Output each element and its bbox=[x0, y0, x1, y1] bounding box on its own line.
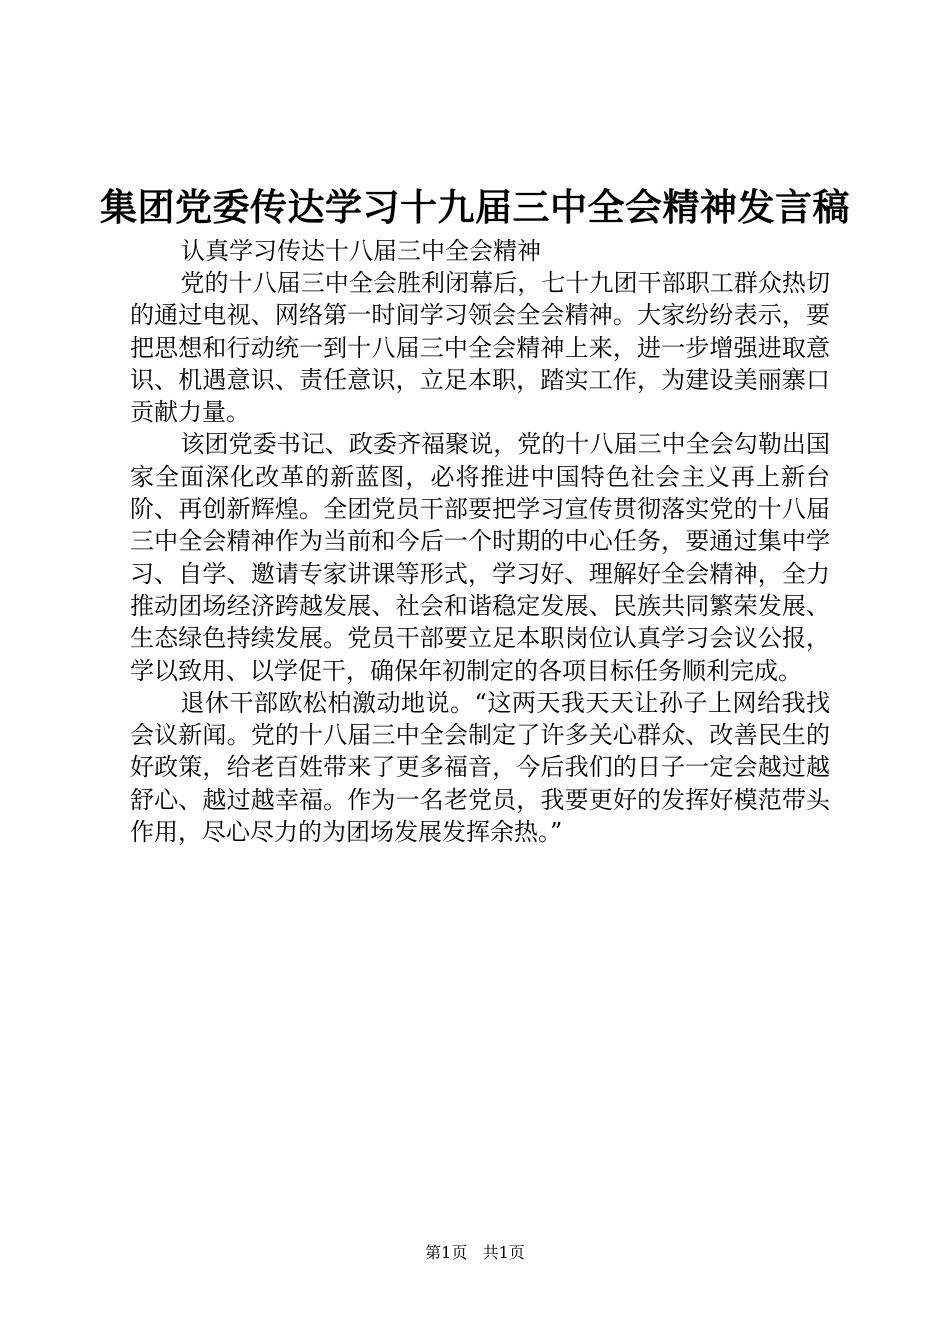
document-title: 集团党委传达学习十九届三中全会精神发言稿 bbox=[100, 186, 850, 229]
document-subtitle: 认真学习传达十八届三中全会精神 bbox=[181, 237, 541, 265]
page-footer bbox=[0, 1242, 950, 1264]
page-separator bbox=[472, 1243, 477, 1262]
document-body bbox=[130, 267, 830, 848]
page-total: 共1页 bbox=[482, 1243, 525, 1262]
page-number: 第1页 bbox=[425, 1243, 468, 1262]
paragraph: 党的十八届三中全会胜利闭幕后，七十九团干部职工群众热切的通过电视、网络第一时间学习领会全会精神。大家纷纷表示，要把思想和行动统一到十八届三中全会精神上来，进一步增强进取意识、机遇意识、责任意识，立足本职，踏实工作，为建设美丽寨口贡献力量。 bbox=[130, 269, 830, 427]
paragraph: 退休干部欧松柏激动地说。“这两天我天天让孙子上网给我找会议新闻。党的十八届三中全会制定了许多关心群众、改善民生的好政策，给老百姓带来了更多福音，今后我们的日子一定会越过越舒心、越过越幸福。作为一名老党员，我要更好的发挥好模范带头作用，尽心尽力的为团场发展发挥余热。” bbox=[130, 688, 830, 847]
paragraph: 该团党委书记、政委齐福聚说，党的十八届三中全会勾勒出国家全面深化改革的新蓝图，必将推进中国特色社会主义再上新台阶、再创新辉煌。全团党员干部要把学习宣传贯彻落实党的十八届三中全会精神作为当前和今后一个时期的中心任务，要通过集中学习、自学、邀请专家讲课等形式，学习好、理解好全会精神，全力推动团场经济跨越发展、社会和谐稳定发展、民族共同繁荣发展、生态绿色持续发展。党员干部要立足本职岗位认真学习会议公报，学以致用、以学促干，确保年初制定的各项目标任务顺利完成。 bbox=[130, 430, 830, 685]
